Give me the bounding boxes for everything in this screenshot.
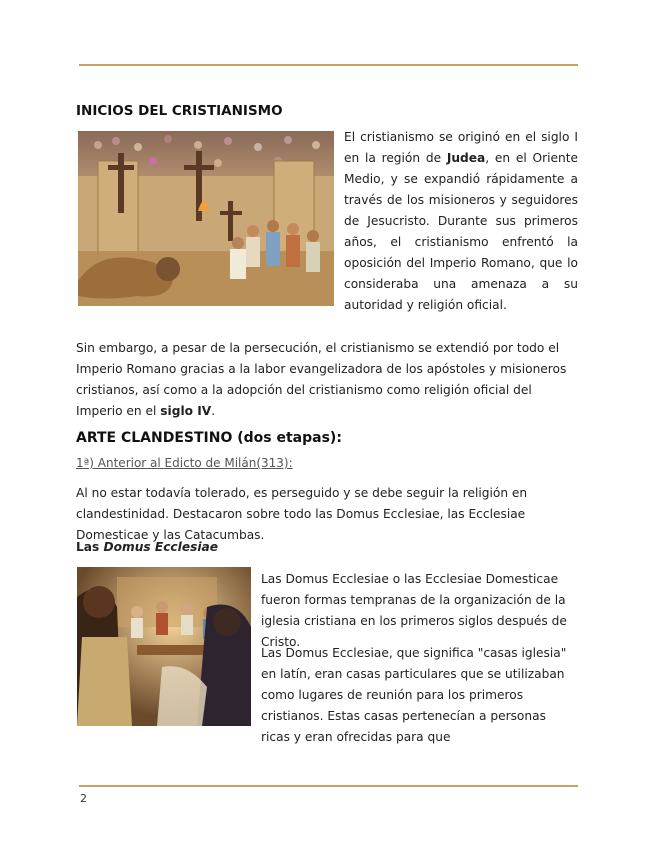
- section-heading-arte-clandestino: ARTE CLANDESTINO (dos etapas):: [76, 430, 342, 446]
- section1-paragraph-1: El cristianismo se originó en el siglo I en la región de Judea, en el Oriente Medio, y se expandió rápidamente a través de los misioneros y seguidores de Jesucristo. Durante sus primeros años, el cristianismo enfrentó la oposición del Imperio Romano, que lo consideraba una amenaza a su autoridad y religión oficial.: [344, 130, 578, 312]
- footer-rule: [79, 785, 578, 787]
- subheading-edicto-milan: 1ª) Anterior al Edicto de Milán(313):: [76, 456, 293, 470]
- section2-paragraph-3: Las Domus Ecclesiae, que significa "casas iglesia" en latín, eran casas particulares que se utilizaban como lugares de reunión para los primeros cristianos. Estas casas pertenecían a personas ricas y eran ofrecidas para que: [261, 646, 567, 744]
- section2-paragraph-1: Al no estar todavía tolerado, es perseguido y se debe seguir la religión en clandestinidad. Destacaron sobre todo las Domus Ecclesiae, las Ecclesiae Domesticae y las Catacumbas.: [76, 486, 528, 542]
- section1-paragraph-2: Sin embargo, a pesar de la persecución, el cristianismo se extendió por todo el Imperio Romano gracias a la labor evangelizadora de los apóstoles y misioneros cristianos, así como a la adopción del cristianismo como religión oficial del Imperio en el siglo IV.: [76, 341, 567, 418]
- section2-paragraph-2: Las Domus Ecclesiae o las Ecclesiae Domesticae fueron formas tempranas de la organización de la iglesia cristiana en los primeros siglos después de Cristo.: [261, 572, 567, 649]
- domus-ecclesiae-image: [77, 567, 251, 726]
- header-rule: [79, 64, 578, 66]
- page-number: 2: [80, 792, 87, 805]
- section-heading-inicios: INICIOS DEL CRISTIANISMO: [76, 103, 283, 119]
- arena-persecution-image: [78, 131, 334, 306]
- domus-ecclesiae-label: Las Domus Ecclesiae: [76, 540, 219, 554]
